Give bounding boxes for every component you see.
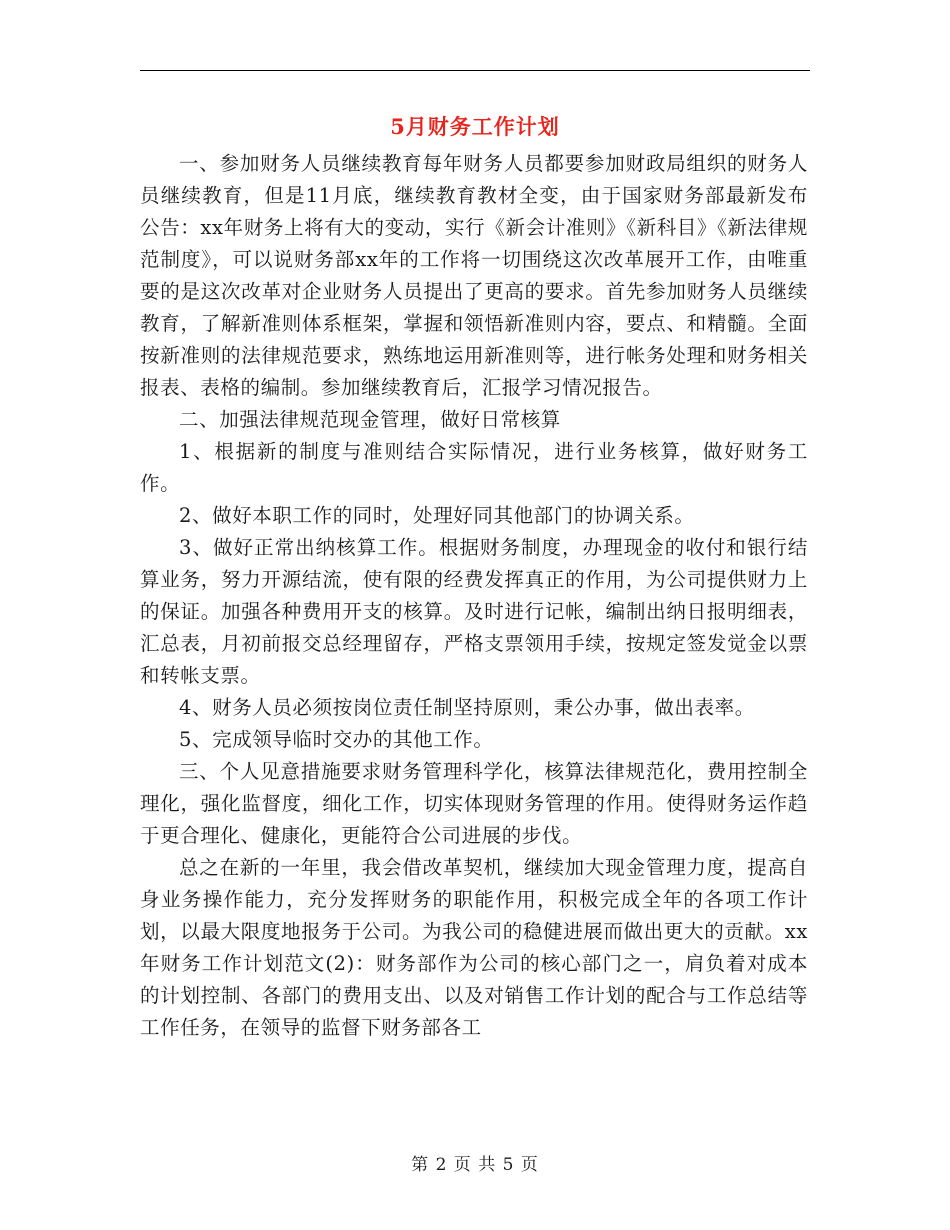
header-rule bbox=[140, 70, 810, 71]
paragraph-5: 3、做好正常出纳核算工作。根据财务制度，办理现金的收付和银行结算业务，努力开源结流，使有限的经费发挥真正的作用，为公司提供财力上的保证。加强各种费用开支的核算。及时进行记帐，编制出纳日报明细表，汇总表，月初前报交总经理留存，严格支票领用手续，按规定签发觉金以票和转帐支票。 bbox=[140, 536, 808, 687]
paragraph-8: 三、个人见意措施要求财务管理科学化，核算法律规范化，费用控制全理化，强化监督度，细化工作，切实体现财务管理的作用。使得财务运作趋于更合理化、健康化，更能符合公司进展的步伐。 bbox=[140, 760, 808, 847]
paragraph-6: 4、财务人员必须按岗位责任制坚持原则，秉公办事，做出表率。 bbox=[179, 696, 755, 719]
document-body bbox=[140, 148, 808, 1044]
paragraph-7: 5、完成领导临时交办的其他工作。 bbox=[179, 728, 494, 751]
page-number-footer: 第 2 页 共 5 页 bbox=[411, 1155, 539, 1175]
paragraph-2: 二、加强法律规范现金管理，做好日常核算 bbox=[179, 408, 561, 431]
paragraph-3: 1、根据新的制度与准则结合实际情况，进行业务核算，做好财务工作。 bbox=[140, 440, 808, 495]
paragraph-4: 2、做好本职工作的同时，处理好同其他部门的协调关系。 bbox=[179, 504, 695, 527]
document-title: 5月财务工作计划 bbox=[390, 114, 560, 139]
paragraph-1: 一、参加财务人员继续教育每年财务人员都要参加财政局组织的财务人员继续教育，但是11月底，继续教育教材全变，由于国家财务部最新发布公告：xx年财务上将有大的变动，实行《新会计准则》《新科目》《新法律规范制度》，可以说财务部xx年的工作将一切围绕这次改革展开工作，由唯重要的是这次改革对企业财务人员提出了更高的要求。首先参加财务人员继续教育，了解新准则体系框架，掌握和领悟新准则内容，要点、和精髓。全面按新准则的法律规范要求，熟练地运用新准则等，进行帐务处理和财务相关报表、表格的编制。参加继续教育后，汇报学习情况报告。 bbox=[140, 152, 808, 399]
paragraph-9: 总之在新的一年里，我会借改革契机，继续加大现金管理力度，提高自身业务操作能力，充分发挥财务的职能作用，积极完成全年的各项工作计划，以最大限度地报务于公司。为我公司的稳健进展而做出更大的贡献。xx年财务工作计划范文(2)：财务部作为公司的核心部门之一，肩负着对成本的计划控制、各部门的费用支出、以及对销售工作计划的配合与工作总结等工作任务，在领导的监督下财务部各工 bbox=[140, 856, 808, 1039]
